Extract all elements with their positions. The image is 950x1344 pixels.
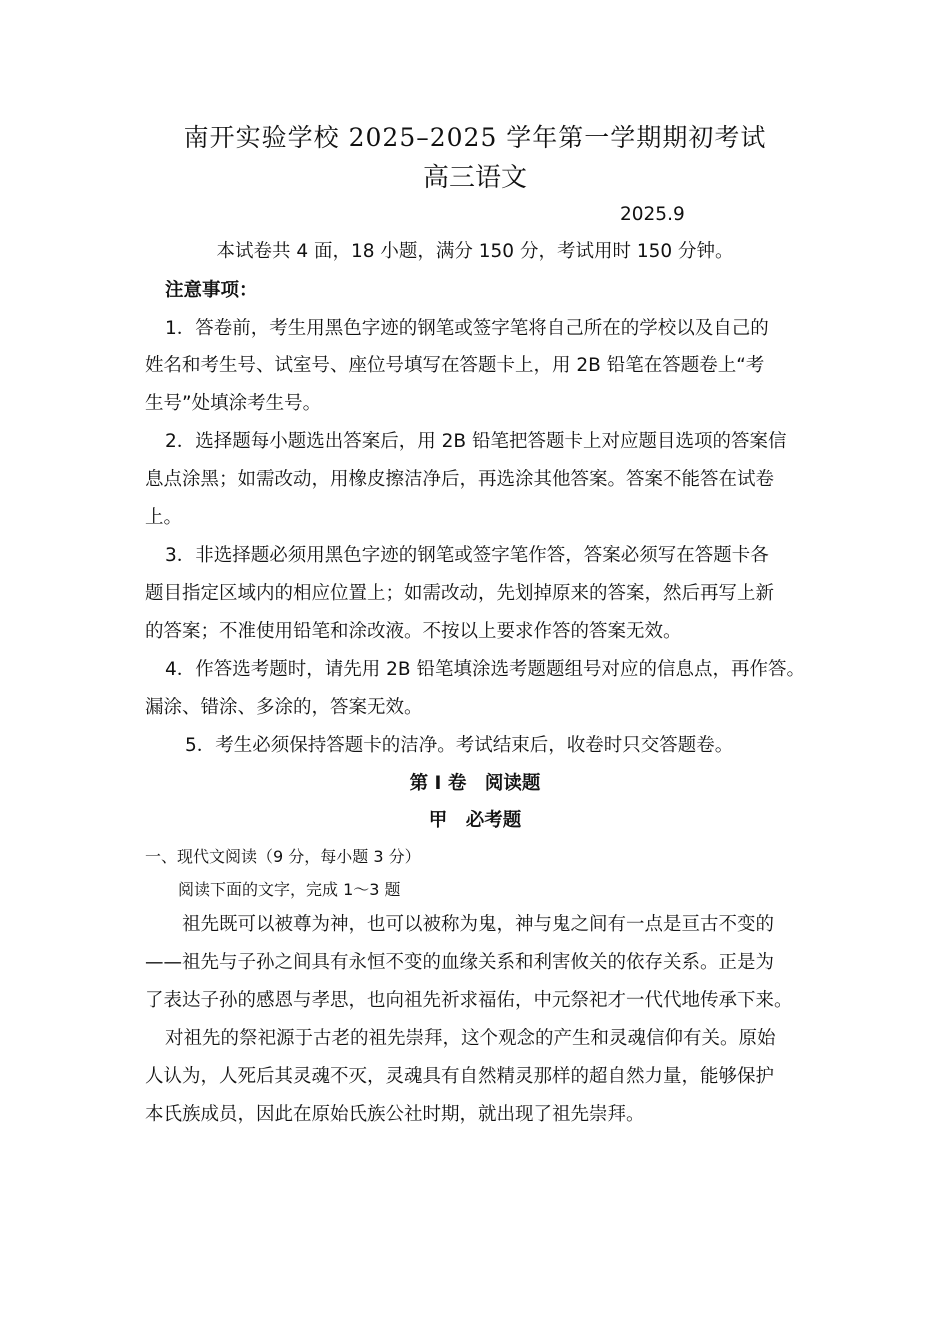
exam-summary: 本试卷共 4 面，18 小题，满分 150 分，考试用时 150 分钟。 <box>216 241 734 262</box>
notice-line: 1．答卷前，考生用黑色字迹的钢笔或签字笔将自己所在的学校以及自己的 <box>165 318 769 339</box>
exam-title: 南开实验学校 2025–2025 学年第一学期期初考试 <box>183 123 767 152</box>
part-section: 甲 必考题 <box>428 810 522 831</box>
notice-line: 4．作答选考题时，请先用 2B 铅笔填涂选考题题组号对应的信息点，再作答。 <box>165 659 805 680</box>
notice-line: 3．非选择题必须用黑色字迹的钢笔或签字笔作答，答案必须写在答题卡各 <box>165 545 769 566</box>
passage-line: ——祖先与子孙之间具有永恒不变的血缘关系和利害攸关的依存关系。正是为 <box>145 952 775 973</box>
notice-line: 漏涂、错涂、多涂的，答案无效。 <box>145 697 423 718</box>
exam-subject: 高三语文 <box>422 163 527 193</box>
passage-line: 了表达子孙的感恩与孝思，也向祖先祈求福佑，中元祭祀才一代代地传承下来。 <box>145 990 793 1011</box>
passage-line: 人认为，人死后其灵魂不灭，灵魂具有自然精灵那样的超自然力量，能够保护 <box>145 1066 775 1087</box>
exam-date: 2025.9 <box>620 204 685 225</box>
notice-line: 姓名和考生号、试室号、座位号填写在答题卡上，用 2B 铅笔在答题卷上“考 <box>145 355 765 376</box>
notice-line: 息点涂黑；如需改动，用橡皮擦洁净后，再选涂其他答案。答案不能答在试卷 <box>145 469 775 490</box>
part-volume: 第 I 卷 阅读题 <box>409 773 541 794</box>
passage-line: 祖先既可以被尊为神，也可以被称为鬼，神与鬼之间有一点是亘古不变的 <box>182 914 775 935</box>
notice-line: 生号”处填涂考生号。 <box>145 393 322 414</box>
notice-line: 的答案；不准使用铅笔和涂改液。不按以上要求作答的答案无效。 <box>145 621 682 642</box>
question-instruction: 阅读下面的文字，完成 1～3 题 <box>178 880 401 899</box>
passage-line: 对祖先的祭祀源于古老的祖先崇拜，这个观念的产生和灵魂信仰有关。原始 <box>165 1028 776 1049</box>
notice-line: 题目指定区域内的相应位置上；如需改动，先划掉原来的答案，然后再写上新 <box>145 583 775 604</box>
notice-line: 上。 <box>145 507 183 528</box>
notice-line: 5．考生必须保持答题卡的洁净。考试结束后，收卷时只交答题卷。 <box>185 735 734 756</box>
notice-heading: 注意事项： <box>165 280 258 301</box>
notice-line: 2．选择题每小题选出答案后，用 2B 铅笔把答题卡上对应题目选项的答案信 <box>165 431 787 452</box>
passage-line: 本氏族成员，因此在原始氏族公社时期，就出现了祖先崇拜。 <box>145 1104 645 1125</box>
question-heading: 一、现代文阅读（9 分，每小题 3 分） <box>145 847 421 866</box>
